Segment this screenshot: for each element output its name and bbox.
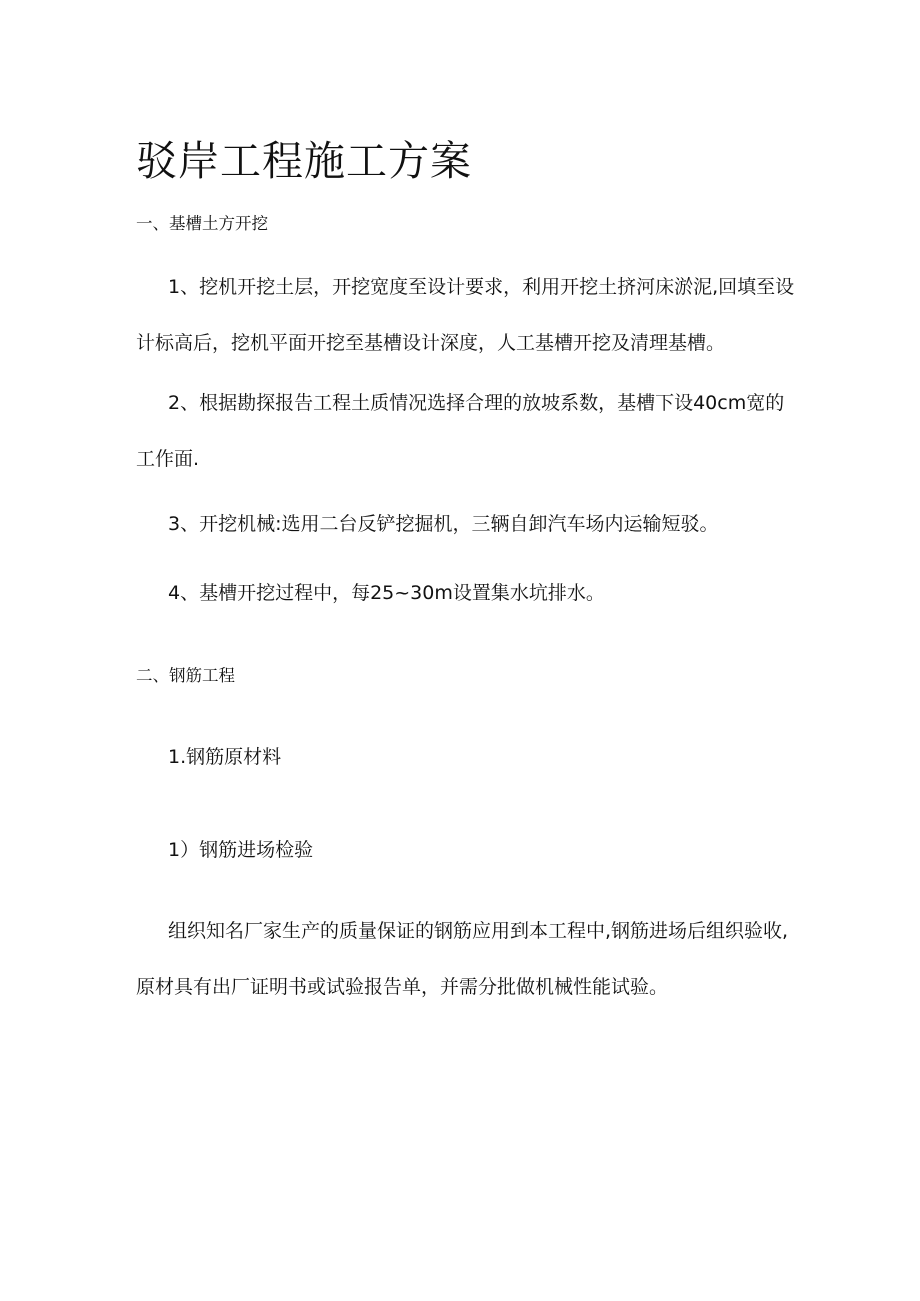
excavation-item-1: 1、挖机开挖土层，开挖宽度至设计要求，利用开挖土挤河床淤泥,回填至设计标高后，挖机平面开挖至基槽设计深度，人工基槽开挖及清理基槽。 — [136, 276, 795, 354]
rebar-subheading-inspection: 1）钢筋进场检验 — [168, 839, 314, 861]
excavation-item-3: 3、开挖机械:选用二台反铲挖掘机，三辆自卸汽车场内运输短驳。 — [168, 513, 719, 535]
excavation-item-4: 4、基槽开挖过程中，每25~30m设置集水坑排水。 — [168, 582, 605, 604]
section-heading-excavation: 一、基槽土方开挖 — [136, 214, 268, 233]
rebar-inspection-paragraph: 组织知名厂家生产的质量保证的钢筋应用到本工程中,钢筋进场后组织验收,原材具有出厂证明书或试验报告单，并需分批做机械性能试验。 — [136, 920, 789, 998]
excavation-item-2: 2、根据勘探报告工程土质情况选择合理的放坡系数，基槽下设40cm宽的工作面. — [136, 392, 785, 470]
section-heading-rebar: 二、钢筋工程 — [136, 666, 235, 685]
document-title: 驳岸工程施工方案 — [136, 137, 472, 185]
rebar-subheading-materials: 1.钢筋原材料 — [168, 746, 282, 768]
